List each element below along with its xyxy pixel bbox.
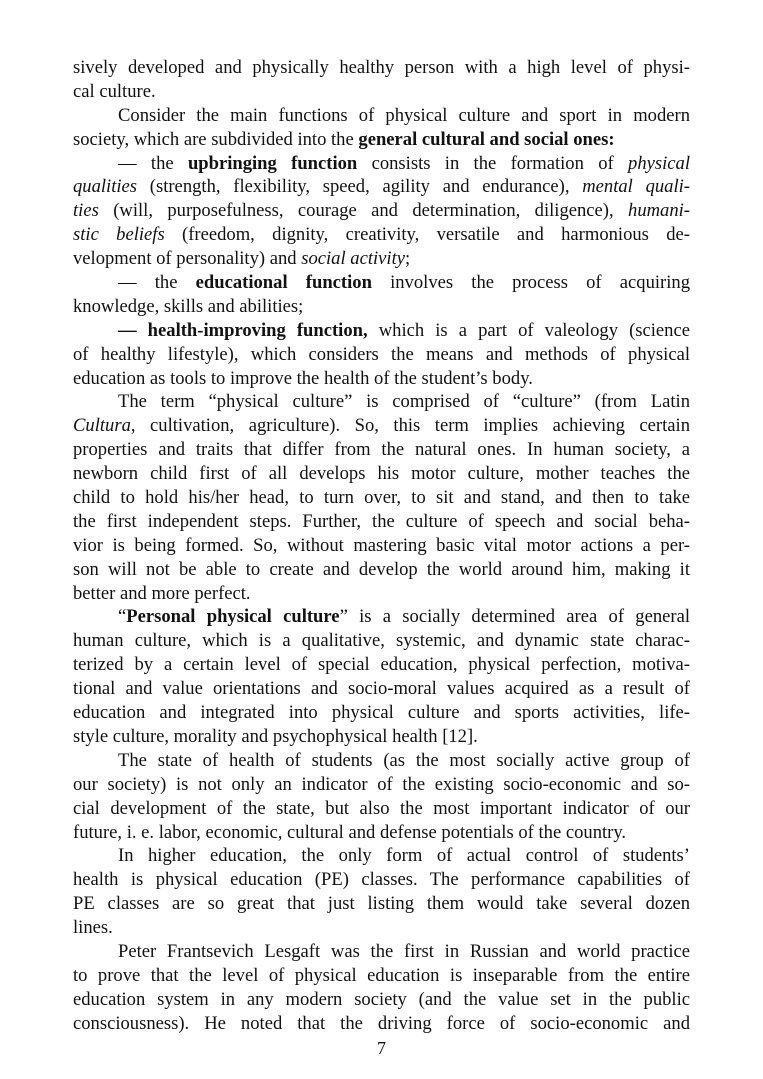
text-segment: education as tools to improve the health of the student’s body. xyxy=(73,367,533,389)
text-segment: education and integrated into physical culture and sports activities, life- xyxy=(73,702,690,724)
text-segment: consists in the formation of xyxy=(357,152,629,174)
bold-term: — health-improving function, xyxy=(118,319,368,341)
page-number: 7 xyxy=(377,1038,386,1058)
text-line xyxy=(73,844,690,868)
text-segment: involves the process of acquiring xyxy=(371,272,691,294)
text-line xyxy=(73,940,690,964)
text-segment: knowledge, skills and abilities; xyxy=(73,295,304,317)
text-line xyxy=(73,80,690,104)
text-segment: vior is being formed. So, without mastering basic vital motor actions a per- xyxy=(73,534,690,556)
text-segment: The state of health of students (as the most socially active group of xyxy=(118,749,690,771)
text-segment: (strength, flexibility, speed, agility and endurance), xyxy=(137,176,583,198)
text-segment: cial development of the state, but also the most important indicator of our xyxy=(73,797,690,819)
text-line xyxy=(73,414,690,438)
text-line xyxy=(73,295,690,319)
italic-term: physical xyxy=(628,152,690,174)
text-segment: consciousness). He noted that the driving force of socio-economic and xyxy=(73,1012,690,1034)
text-segment: future, i. e. labor, economic, cultural and defense potentials of the country. xyxy=(73,821,627,843)
text-segment: tional and value orientations and socio-moral values acquired as a result of xyxy=(73,678,690,700)
italic-term: social activity xyxy=(301,248,406,270)
text-line xyxy=(73,629,690,653)
text-line xyxy=(73,677,690,701)
text-line xyxy=(73,438,690,462)
text-segment: Consider the main functions of physical culture and sport in modern xyxy=(118,104,690,126)
text-segment: PE classes are so great that just listing them would take several dozen xyxy=(73,893,690,915)
text-segment: Peter Frantsevich Lesgaft was the first in Russian and world practice xyxy=(118,940,690,962)
text-segment: ; xyxy=(405,248,411,270)
bold-term: upbringing function xyxy=(187,152,358,174)
text-segment: of healthy lifestyle), which considers the means and methods of physical xyxy=(73,343,690,365)
text-line xyxy=(73,892,690,916)
italic-term: mental quali- xyxy=(582,176,690,198)
text-segment: our society) is not only an indicator of the existing socio-economic and so- xyxy=(73,773,690,795)
text-segment: lines. xyxy=(73,917,113,939)
text-line xyxy=(73,749,690,773)
text-line xyxy=(73,247,690,271)
text-segment: The term “physical culture” is comprised of “culture” (from Latin xyxy=(118,391,690,413)
bold-term: educational function xyxy=(195,272,372,294)
text-segment: style culture, morality and psychophysical health [12]. xyxy=(73,725,478,747)
text-line xyxy=(73,223,690,247)
text-line xyxy=(73,868,690,892)
text-line xyxy=(73,104,690,128)
document-body xyxy=(73,56,690,1036)
text-line xyxy=(73,773,690,797)
italic-term: qualities xyxy=(73,176,138,198)
text-segment: the first independent steps. Further, the culture of speech and social beha- xyxy=(73,510,690,532)
text-line xyxy=(73,916,690,940)
text-line xyxy=(73,390,690,414)
text-segment: ” is a socially determined area of general xyxy=(339,606,690,628)
italic-term: humani- xyxy=(628,200,690,222)
text-line xyxy=(73,343,690,367)
text-line xyxy=(73,821,690,845)
text-segment: which is a part of valeology (science xyxy=(367,319,690,341)
text-line xyxy=(73,271,690,295)
text-segment: sively developed and physically healthy person with a high level of physi- xyxy=(73,57,690,78)
text-segment: velopment of personality) and xyxy=(73,248,302,270)
text-line xyxy=(73,558,690,582)
italic-term: stic beliefs xyxy=(73,224,165,246)
text-line xyxy=(73,725,690,749)
text-segment: child to hold his/her head, to turn over, to sit and stand, and then to take xyxy=(73,487,690,509)
text-line xyxy=(73,701,690,725)
text-line xyxy=(73,964,690,988)
text-line xyxy=(73,797,690,821)
text-line xyxy=(73,152,690,176)
text-segment: — the xyxy=(118,152,188,174)
text-line xyxy=(73,175,690,199)
text-segment: education system in any modern society (and the value set in the public xyxy=(73,988,690,1010)
text-segment: properties and traits that differ from the natural ones. In human society, a xyxy=(73,439,690,461)
text-line xyxy=(73,199,690,223)
text-line xyxy=(73,534,690,558)
text-line xyxy=(73,510,690,534)
text-line xyxy=(73,128,690,152)
text-line xyxy=(73,1012,690,1036)
text-line xyxy=(73,582,690,606)
text-segment: terized by a certain level of special education, physical perfection, motiva- xyxy=(73,654,690,676)
text-line xyxy=(73,605,690,629)
text-segment: “ xyxy=(118,606,127,628)
text-line xyxy=(73,319,690,343)
text-line xyxy=(73,486,690,510)
text-line xyxy=(73,367,690,391)
text-line xyxy=(73,56,690,80)
text-segment: cal culture. xyxy=(73,80,156,102)
italic-term: Cultura xyxy=(73,415,131,437)
text-line xyxy=(73,462,690,486)
text-segment: to prove that the level of physical education is inseparable from the entire xyxy=(73,964,690,986)
text-segment: (will, purposefulness, courage and determination, diligence), xyxy=(98,200,629,222)
text-line xyxy=(73,653,690,677)
text-segment: health is physical education (PE) classes. The performance capabilities of xyxy=(73,869,690,891)
italic-term: ties xyxy=(73,200,99,222)
text-segment: In higher education, the only form of actual control of students’ xyxy=(118,845,690,867)
text-segment: society, which are subdivided into the xyxy=(73,128,359,150)
text-segment: newborn child first of all develops his motor culture, mother teaches the xyxy=(73,463,690,485)
text-segment: son will not be able to create and develop the world around him, making it xyxy=(73,558,690,580)
text-segment: better and more perfect. xyxy=(73,582,251,604)
text-segment: , cultivation, agriculture). So, this term implies achieving certain xyxy=(130,415,690,437)
text-segment: (freedom, dignity, creativity, versatile and harmonious de- xyxy=(164,224,690,246)
text-line xyxy=(73,988,690,1012)
text-segment: — the xyxy=(118,272,196,294)
bold-term: Personal physical culture xyxy=(126,606,340,628)
bold-term: general cultural and social ones: xyxy=(358,128,615,150)
text-segment: human culture, which is a qualitative, systemic, and dynamic state charac- xyxy=(73,630,690,652)
